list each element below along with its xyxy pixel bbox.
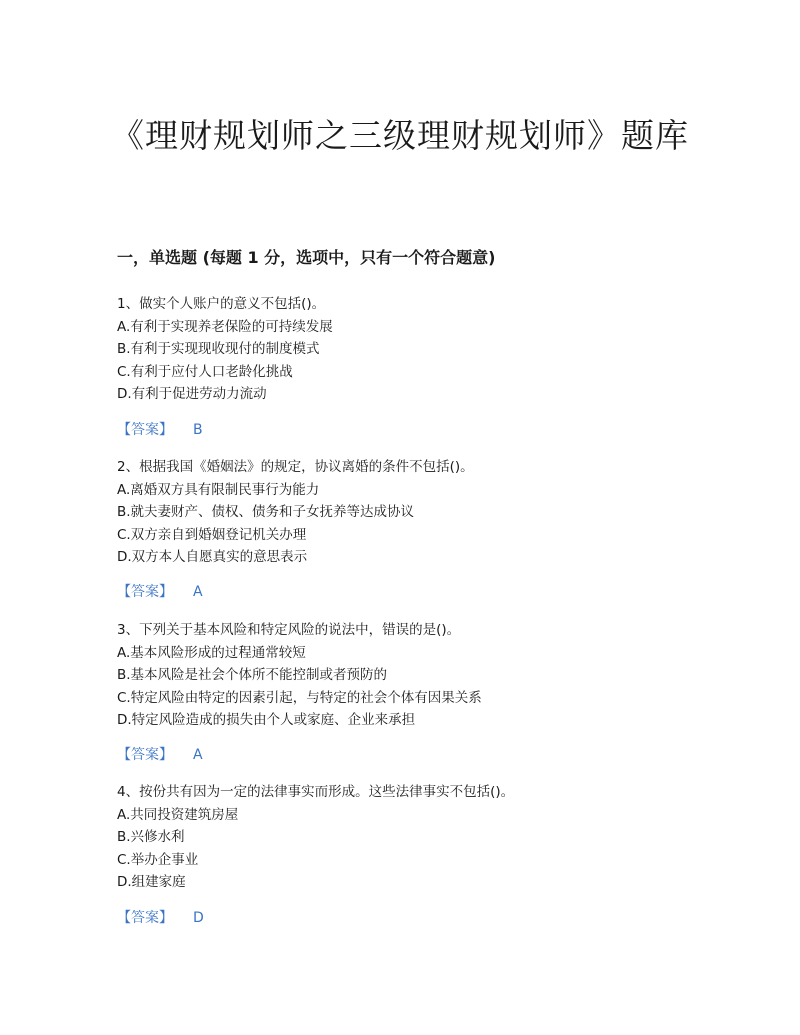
question-4 <box>117 781 717 894</box>
option-a: A.离婚双方具有限制民事行为能力 <box>117 481 320 498</box>
question-stem: 3、下列关于基本风险和特定风险的说法中，错误的是()。 <box>117 622 461 638</box>
question-2 <box>117 456 717 569</box>
option-b: B.就夫妻财产、债权、债务和子女抚养等达成协议 <box>117 504 415 520</box>
option-c: C.双方亲自到婚姻登记机关办理 <box>117 526 307 543</box>
option-c: C.特定风险由特定的因素引起，与特定的社会个体有因果关系 <box>117 689 482 706</box>
answer-value: B <box>193 422 203 438</box>
option-d: D.特定风险造成的损失由个人或家庭、企业来承担 <box>117 712 416 728</box>
answer-value: A <box>193 747 203 763</box>
option-c: C.有利于应付人口老龄化挑战 <box>117 363 293 380</box>
option-b: B.基本风险是社会个体所不能控制或者预防的 <box>117 667 388 683</box>
option-a: A.有利于实现养老保险的可持续发展 <box>117 318 333 335</box>
document-title: 《理财规划师之三级理财规划师》题库 <box>111 116 689 155</box>
answer-3 <box>117 744 203 766</box>
option-d: D.有利于促进劳动力流动 <box>117 386 267 402</box>
question-stem: 1、做实个人账户的意义不包括()。 <box>117 296 326 312</box>
option-b: B.有利于实现现收现付的制度模式 <box>117 341 320 357</box>
answer-label: 【答案】 <box>117 422 173 438</box>
question-stem: 2、根据我国《婚姻法》的规定，协议离婚的条件不包括()。 <box>117 459 474 475</box>
answer-label: 【答案】 <box>117 910 173 926</box>
option-d: D.双方本人自愿真实的意思表示 <box>117 549 308 565</box>
option-d: D.组建家庭 <box>117 874 186 890</box>
question-stem: 4、按份共有因为一定的法律事实而形成。这些法律事实不包括()。 <box>117 784 515 800</box>
answer-value: D <box>193 910 204 926</box>
answer-label: 【答案】 <box>117 584 173 600</box>
answer-1 <box>117 419 203 441</box>
option-a: A.共同投资建筑房屋 <box>117 806 239 823</box>
answer-2 <box>117 581 203 603</box>
answer-4 <box>117 907 204 929</box>
question-1 <box>117 293 717 406</box>
option-b: B.兴修水利 <box>117 829 185 845</box>
section-heading: 一，单选题 (每题 1 分，选项中，只有一个符合题意) <box>117 248 496 267</box>
question-3 <box>117 619 717 732</box>
answer-label: 【答案】 <box>117 747 173 763</box>
option-c: C.举办企事业 <box>117 851 199 868</box>
option-a: A.基本风险形成的过程通常较短 <box>117 644 306 661</box>
answer-value: A <box>193 584 203 600</box>
